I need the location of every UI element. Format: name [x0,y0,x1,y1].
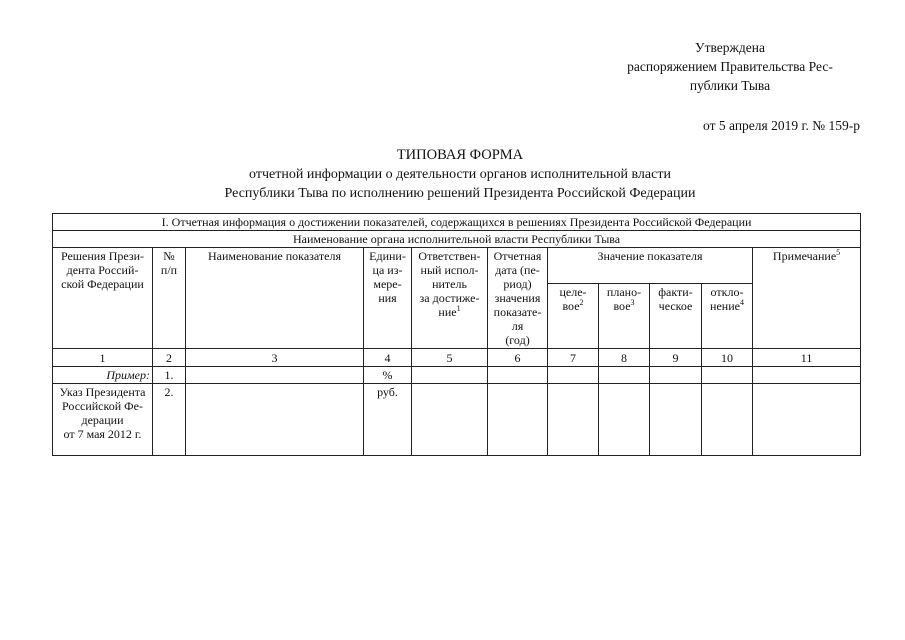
header-planned-text: вое [613,298,631,313]
header-unit-line: ца из- [372,263,403,277]
header-planned-line [601,299,647,313]
row-number: 2. [153,384,186,456]
empty-cell [548,384,599,456]
empty-cell [412,367,488,384]
column-number: 3 [186,349,364,367]
header-decisions [53,248,153,349]
empty-cell [753,384,861,456]
approval-line-3: публики Тыва [689,78,771,93]
indicator-name-cell [186,384,364,456]
footnote-mark: 3 [630,297,635,307]
footnote-mark: 4 [739,297,744,307]
form-title-line-2: отчетной информации о деятельности органов исполнительной власти [249,167,671,182]
header-date-line: риод) [503,277,532,291]
column-number: 9 [650,349,702,367]
column-number: 2 [153,349,186,367]
header-responsible [412,248,488,349]
header-number-line: № [163,249,175,263]
header-unit-line: Едини- [369,249,406,263]
column-number: 11 [753,349,861,367]
column-number: 5 [412,349,488,367]
empty-cell [650,367,702,384]
unit-cell: % [364,367,412,384]
table-row [53,367,861,384]
header-date-line: ля [511,319,524,333]
header-decisions-line: ской Федерации [61,277,144,291]
decision-line: Указ Президента [59,385,146,399]
header-target-text: вое [562,298,580,313]
header-target-line: целе- [559,284,587,299]
header-actual [650,283,702,348]
header-deviation [702,283,753,348]
header-target [548,283,599,348]
header-date-line: дата (пе- [495,263,540,277]
organ-title: Наименование органа исполнительной власти Республики Тыва [53,231,861,248]
header-responsible-line: нитель [432,277,467,291]
header-decisions-line: Решения Прези- [60,249,145,263]
form-title-line-3: Республики Тыва по исполнению решений Президента Российской Федерации [224,186,696,201]
empty-cell [702,384,753,456]
header-actual-line: факти- [658,284,693,299]
empty-cell [488,384,548,456]
header-report-date [488,248,548,349]
header-target-line [550,299,596,313]
header-deviation-text: нение [710,298,740,313]
decision-cell [53,384,153,456]
header-date-line: Отчетная [493,249,542,263]
empty-cell [702,367,753,384]
example-label: Пример: [53,367,153,384]
empty-cell [412,384,488,456]
unit-cell: руб. [364,384,412,456]
form-title-line-1: ТИПОВАЯ ФОРМА [396,147,524,163]
column-number: 7 [548,349,599,367]
header-value-group: Значение показателя [548,248,753,284]
column-number-row [53,349,861,367]
report-table [52,213,861,456]
header-unit [364,248,412,349]
approval-block [600,38,860,95]
empty-cell [650,384,702,456]
section-title: I. Отчетная информация о достижении показателей, содержащихся в решениях Президента Российской Федерации [53,214,861,231]
empty-cell [599,367,650,384]
header-actual-line: ческое [658,298,693,313]
decree-date: от 5 апреля 2019 г. № 159-р [703,118,860,133]
column-number: 6 [488,349,548,367]
header-planned [599,283,650,348]
header-unit-line: мере- [373,277,402,291]
empty-cell [753,367,861,384]
header-decisions-line: дента Россий- [66,263,139,277]
header-note [753,248,861,349]
header-date-line: значения [494,291,541,305]
decision-line: от 7 мая 2012 г. [63,427,142,441]
approval-line-1: Утверждена [695,40,765,55]
header-indicator-name: Наименование показателя [186,248,364,349]
row-number: 1. [153,367,186,384]
header-date-line: показате- [493,305,542,319]
column-number: 1 [53,349,153,367]
header-responsible-line: за достиже- [419,291,480,305]
header-deviation-line [704,299,750,313]
header-date-line: (год) [505,333,530,347]
footnote-mark: 2 [579,297,584,307]
column-number: 4 [364,349,412,367]
approval-line-2: распоряжением Правительства Рес- [627,59,833,74]
footnote-mark: 5 [836,248,841,257]
header-planned-line: плано- [606,284,642,299]
header-number [153,248,186,349]
header-note-text: Примечание [772,249,837,263]
column-number: 8 [599,349,650,367]
empty-cell [488,367,548,384]
decision-line: Российской Фе- [62,399,143,413]
column-number: 10 [702,349,753,367]
header-responsible-line: ный испол- [420,263,479,277]
table-row [53,384,861,456]
header-deviation-line: откло- [710,284,744,299]
empty-cell [599,384,650,456]
header-responsible-line [414,305,485,319]
header-number-line: п/п [160,263,178,277]
header-unit-line: ния [378,291,397,305]
form-title [120,146,800,203]
header-responsible-text: ние [438,305,457,319]
header-responsible-line: Ответствен- [418,249,481,263]
empty-cell [548,367,599,384]
footnote-mark: 1 [456,304,461,313]
decision-line: дерации [81,413,124,427]
indicator-name-cell [186,367,364,384]
